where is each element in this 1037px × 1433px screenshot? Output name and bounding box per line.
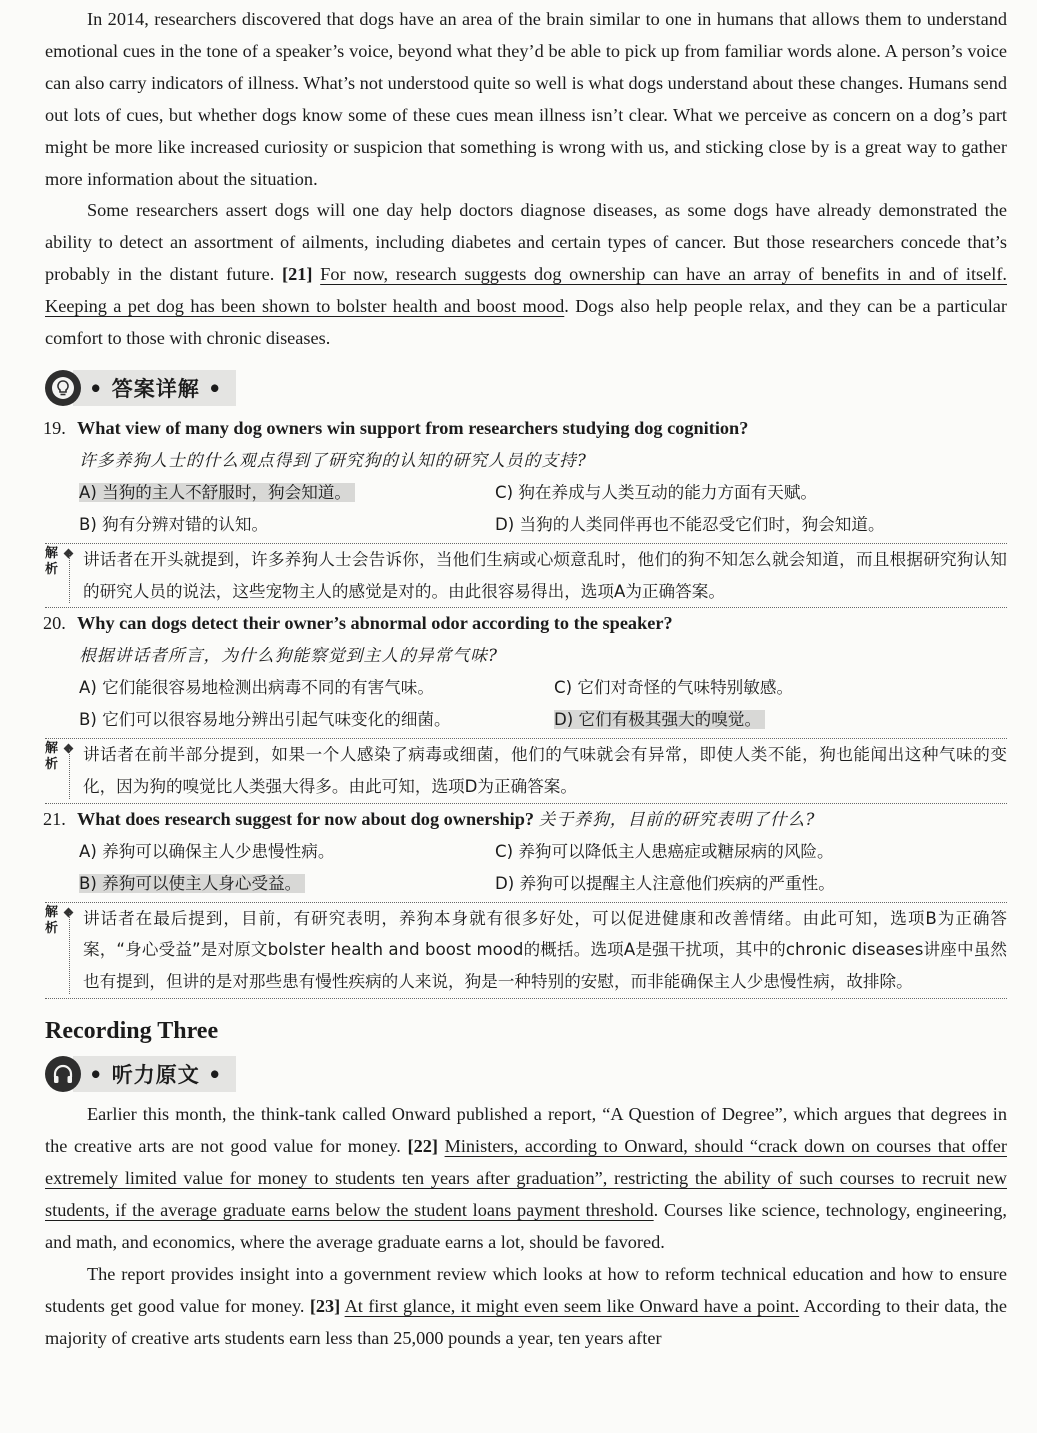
option-text: A) 养狗可以确保主人少患慢性病。 bbox=[79, 841, 335, 861]
paragraph-text: . Dogs also help people relax, and they can be a particular comfort to those with chronic diseases. bbox=[45, 296, 1008, 349]
question-english bbox=[45, 608, 1007, 640]
analysis-divider bbox=[69, 749, 70, 799]
question-block bbox=[45, 413, 1007, 608]
underlined-key-sentence: At first glance, it might even seem like Onward have a point. bbox=[344, 1295, 800, 1316]
paragraph-text: . Courses like science, technology, engineering, and math, and economics, where the average graduate earns a lot, should be favored. bbox=[45, 1200, 1007, 1252]
option-text: C) 养狗可以降低主人患癌症或糖尿病的风险。 bbox=[495, 841, 834, 861]
passage-paragraph bbox=[45, 1099, 1007, 1259]
options-grid bbox=[79, 836, 1007, 900]
question-number: 21. bbox=[43, 808, 66, 829]
option-text: D) 养狗可以提醒主人注意他们疾病的严重性。 bbox=[495, 873, 835, 893]
option-b bbox=[79, 509, 495, 541]
paragraph-text: Earlier this month, the think-tank called Onward published a report, “A Question of Degree”, which argues that degrees in the creative arts are not good value for money. bbox=[45, 1104, 1007, 1157]
question-number: 20. bbox=[43, 613, 66, 634]
option-text: B) 它们可以很容易地分辨出引起气味变化的细菌。 bbox=[79, 710, 451, 730]
analysis-divider bbox=[69, 554, 70, 604]
transcript-section-header bbox=[45, 1055, 1007, 1093]
question-english bbox=[45, 413, 1007, 445]
question-block bbox=[45, 608, 1007, 803]
analysis-text: 讲话者在最后提到，目前，有研究表明，养狗本身就有很多好处，可以促进健康和改善情绪。由此可知，选项B为正确答案，“身心受益”是对原文bolster health and boost mood的概括。选项A是强干扰项，其中的chronic diseases讲座中虽然也有提到，但讲的是对那些患有慢性疾病的人来说，狗是一种特别的安慰，而非能确保主人少患慢性病，故排除。 bbox=[83, 908, 1007, 992]
option-text: C) 它们对奇怪的气味特别敏感。 bbox=[554, 678, 794, 698]
option-d bbox=[495, 868, 1007, 900]
question-text: What view of many dog owners win support from researchers studying dog cognition? bbox=[77, 417, 749, 438]
option-text: B) 养狗可以使主人身心受益。 bbox=[79, 874, 305, 893]
options-grid bbox=[79, 477, 1007, 541]
analysis-divider bbox=[69, 913, 70, 995]
question-number: 19. bbox=[43, 417, 66, 438]
underlined-key-sentence: For now, research suggests dog ownership can have an array of benefits in and of itself. Keeping a pet dog has been shown to bolster health and boost mood bbox=[45, 264, 1007, 317]
analysis-box bbox=[45, 543, 1007, 609]
option-text: A) 它们能很容易地检测出病毒不同的有害气味。 bbox=[79, 678, 434, 698]
analysis-tag: 解析 bbox=[45, 741, 59, 773]
lightbulb-icon bbox=[45, 370, 81, 406]
analysis-tag: 解析 bbox=[45, 545, 59, 577]
answers-header-title: • 答案详解 • bbox=[73, 370, 236, 406]
option-a bbox=[79, 836, 495, 868]
answers-section-header bbox=[45, 369, 1007, 407]
paragraph-text: The report provides insight into a government review which looks at how to reform technical education and how to ensure students get good value for money. bbox=[45, 1263, 1007, 1316]
option-text: D) 当狗的人类同伴再也不能忍受它们时，狗会知道。 bbox=[495, 514, 885, 534]
option-a bbox=[79, 672, 554, 704]
recording-title: Recording Three bbox=[45, 1018, 219, 1045]
question-chinese: 许多养狗人士的什么观点得到了研究狗的认知的研究人员的支持? bbox=[79, 449, 587, 470]
analysis-text: 讲话者在前半部分提到，如果一个人感染了病毒或细菌，他们的气味就会有异常，即使人类不能，狗也能闻出这种气味的变化，因为狗的嗅觉比人类强大得多。由此可知，选项D为正确答案。 bbox=[83, 745, 1007, 796]
analysis-box bbox=[45, 738, 1007, 804]
transcript-header-title: • 听力原文 • bbox=[73, 1056, 236, 1092]
question-chinese: 根据讲话者所言，为什么狗能察觉到主人的异常气味? bbox=[79, 645, 498, 666]
analysis-box bbox=[45, 902, 1007, 1000]
question-chinese: 关于养狗，目前的研究表明了什么? bbox=[538, 808, 816, 829]
question-marker: [23] bbox=[309, 1295, 341, 1316]
analysis-text: 讲话者在开头就提到，许多养狗人士会告诉你，当他们生病或心烦意乱时，他们的狗不知怎么就会知道，而且根据研究狗认知的研究人员的说法，这些宠物主人的感觉是对的。由此很容易得出，选项A为正确答案。 bbox=[83, 549, 1007, 601]
option-text: A) 当狗的主人不舒服时，狗会知道。 bbox=[79, 483, 355, 502]
option-c bbox=[495, 836, 1007, 868]
underlined-key-sentence: Ministers, according to Onward, should “crack down on courses that offer extremely limited value for money to students ten years after graduation”, restricting the ability of such courses to recruit new students, if the average graduate earns below the student loans payment threshold bbox=[45, 1136, 1007, 1220]
passage-paragraph bbox=[45, 195, 1007, 355]
passage-paragraph: In 2014, researchers discovered that dogs have an area of the brain similar to one in humans that allows them to understand emotional cues in the tone of a speaker’s voice, beyond what they’d be able to pick up from familiar words alone. A person’s voice can also carry indicators of illness. What’s not understood quite so well is what dogs understand about these changes. Humans send out lots of cues, but whether dogs know some of these cues mean illness isn’t clear. What we perceive as concern on a dog’s part might be more like increased curiosity or suspicion that something is wrong with us, and sticking close by is a great way to gather more information about the situation. bbox=[45, 9, 1007, 189]
option-d bbox=[495, 509, 1007, 541]
option-text: B) 狗有分辨对错的认知。 bbox=[79, 514, 269, 534]
option-text: D) 它们有极其强大的嗅觉。 bbox=[554, 710, 765, 729]
question-text: What does research suggest for now about dog ownership? bbox=[77, 808, 535, 829]
option-c bbox=[495, 477, 1007, 509]
option-text: C) 狗在养成与人类互动的能力方面有天赋。 bbox=[495, 482, 818, 502]
option-a-correct bbox=[79, 477, 495, 509]
passage-paragraph bbox=[45, 1259, 1007, 1355]
options-grid bbox=[79, 672, 1007, 736]
option-b-correct bbox=[79, 868, 495, 900]
option-b bbox=[79, 704, 554, 736]
paragraph-text: According to their data, the majority of creative arts students earn less than 25,000 pounds a year, ten years after bbox=[45, 1295, 1008, 1348]
question-english bbox=[45, 804, 1007, 836]
option-d-correct bbox=[554, 704, 1007, 736]
question-marker: [21] bbox=[281, 264, 313, 285]
paragraph-text: Some researchers assert dogs will one day help doctors diagnose diseases, as some dogs have already demonstrated the ability to detect an assortment of ailments, including diabetes and certain types of cancer. But those researchers concede that’s probably in the distant future. bbox=[45, 200, 1007, 285]
option-c bbox=[554, 672, 1007, 704]
question-block bbox=[45, 804, 1007, 999]
analysis-tag: 解析 bbox=[45, 904, 59, 936]
question-marker: [22] bbox=[407, 1136, 438, 1157]
question-text: Why can dogs detect their owner’s abnormal odor according to the speaker? bbox=[77, 613, 673, 634]
